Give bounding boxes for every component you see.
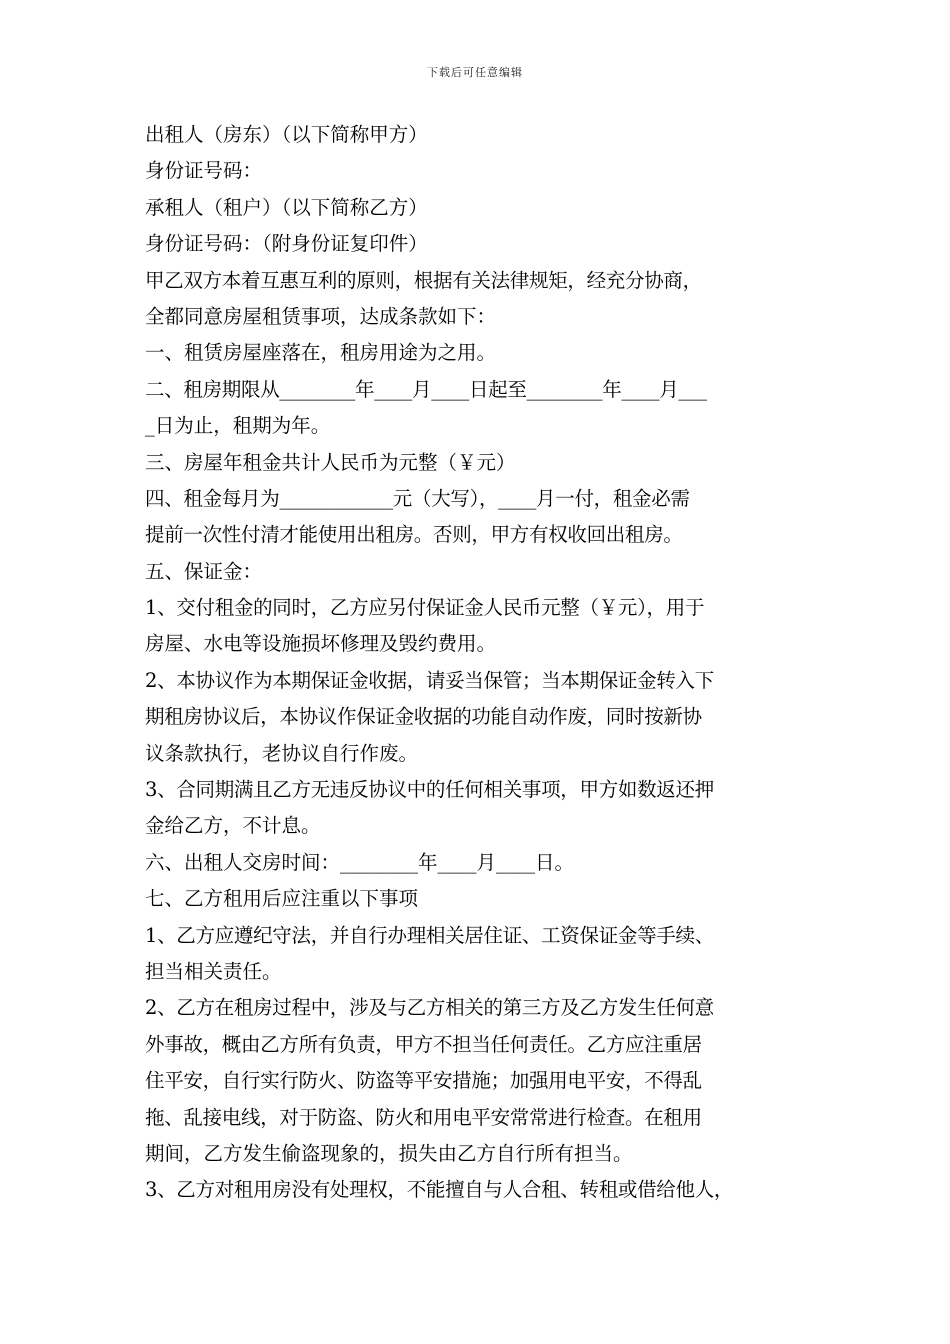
text-line: 1、交付租金的同时，乙方应另付保证金人民币元整（￥元），用于 — [145, 596, 705, 620]
text-line: 外事故，概由乙方所有负责，甲方不担当任何责任。乙方应注重居 — [145, 1032, 702, 1056]
text-line: 身份证号码： — [145, 159, 263, 183]
text-line: 担当相关责任。 — [145, 959, 282, 983]
text-line: 期间，乙方发生偷盗现象的，损失由乙方自行所有担当。 — [145, 1141, 633, 1165]
text-line: 承租人（租户）（以下简称乙方） — [145, 195, 428, 219]
text-line: 六、出租人交房时间：________年____月____日。 — [145, 850, 575, 874]
text-line: 身份证号码：（附身份证复印件） — [145, 232, 428, 256]
text-line: 3、合同期满且乙方无违反协议中的任何相关事项，甲方如数返还押 — [145, 778, 714, 802]
text-line: 甲乙双方本着互惠互利的原则，根据有关法律规矩，经充分协商， — [145, 268, 702, 292]
text-line: 七、乙方租用后应注重以下事项 — [145, 887, 419, 911]
text-line: 住平安，自行实行防火、防盗等平安措施；加强用电平安，不得乱 — [145, 1069, 702, 1093]
text-line: 二、租房期限从________年____月____日起至________年____月___ — [145, 377, 707, 401]
text-line: 三、房屋年租金共计人民币为元整（￥元） — [145, 450, 516, 474]
text-line: 1、乙方应遵纪守法，并自行办理相关居住证、工资保证金等手续、 — [145, 923, 714, 947]
text-line: 2、本协议作为本期保证金收据，请妥当保管；当本期保证金转入下 — [145, 668, 714, 692]
document-body — [145, 117, 815, 1209]
text-line: 出租人（房东）（以下简称甲方） — [145, 123, 428, 146]
text-line: 房屋、水电等设施损坏修理及毁约费用。 — [145, 632, 497, 656]
text-line: 2、乙方在租房过程中，涉及与乙方相关的第三方及乙方发生任何意 — [145, 996, 714, 1020]
text-line: 四、租金每月为____________元（大写），____月一付，租金必需 — [145, 486, 690, 510]
text-line: 一、租赁房屋座落在，租房用途为之用。 — [145, 341, 497, 365]
text-line: 金给乙方，不计息。 — [145, 814, 321, 838]
text-line: 五、保证金： — [145, 559, 263, 583]
text-line: 3、乙方对租用房没有处理权，不能擅自与人合租、转租或借给他人， — [145, 1178, 734, 1202]
text-line: 期租房协议后，本协议作保证金收据的功能自动作废，同时按新协 — [145, 705, 702, 729]
text-line: 提前一次性付清才能使用出租房。否则，甲方有权收回出租房。 — [145, 523, 683, 547]
page-header: 下载后可任意编辑 — [427, 66, 523, 79]
text-line: 全都同意房屋租赁事项，达成条款如下： — [145, 304, 497, 328]
text-line: _日为止，租期为年。 — [145, 414, 331, 438]
text-line: 议条款执行，老协议自行作废。 — [145, 741, 419, 765]
text-line: 拖、乱接电线，对于防盗、防火和用电平安常常进行检查。在租用 — [145, 1105, 702, 1129]
